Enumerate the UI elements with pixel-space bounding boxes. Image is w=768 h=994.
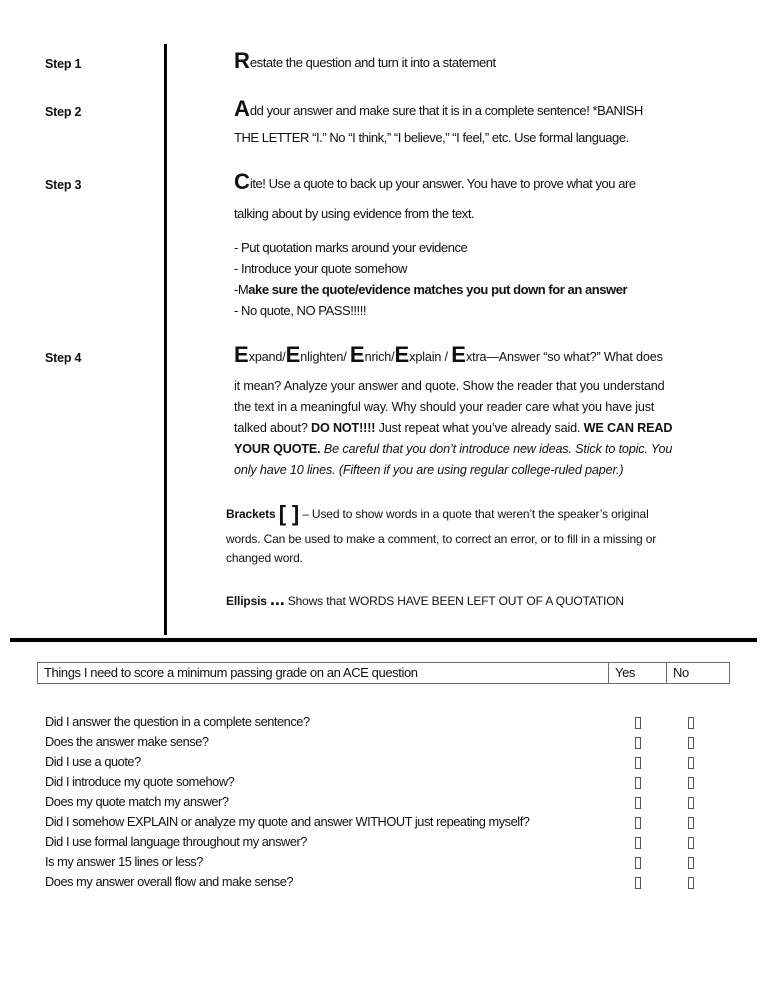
step-4-line: talked about? DO NOT!!!! Just repeat what you’ve already said. WE CAN READ	[234, 421, 673, 435]
step-4-line: it mean? Analyze your answer and quote. Show the reader that you understand	[234, 379, 665, 393]
step-4-label: Step 4	[45, 351, 82, 365]
no-checkbox[interactable]	[688, 717, 694, 729]
step-1-label: Step 1	[45, 57, 82, 71]
step-2-text: Add your answer and make sure that it is in a complete sentence! *BANISH	[234, 96, 643, 121]
step-1-text: Restate the question and turn it into a statement	[234, 48, 496, 73]
ellipsis-definition: Ellipsis ... Shows that WORDS HAVE BEEN LEFT OUT OF A QUOTATION	[226, 589, 624, 609]
step-2-label: Step 2	[45, 105, 82, 119]
step-4-line: the text in a meaningful way. Why should your reader care what you have just	[234, 400, 655, 414]
step-4-text: Expand/Enlighten/ Enrich/Explain / Extra—Answer “so what?” What does	[234, 342, 663, 367]
no-checkbox[interactable]	[688, 877, 694, 889]
brackets-definition-line2: words. Can be used to make a comment, to correct an error, or to fill in a missing or	[226, 532, 657, 546]
checklist-question: Does my quote match my answer?	[45, 794, 229, 809]
checklist-question: Did I use a quote?	[45, 754, 141, 769]
yes-checkbox[interactable]	[635, 837, 641, 849]
no-checkbox[interactable]	[688, 817, 694, 829]
checklist-question: Did I answer the question in a complete sentence?	[45, 714, 310, 729]
step-1-initial: R	[234, 48, 250, 73]
horizontal-divider	[10, 638, 757, 642]
yes-checkbox[interactable]	[635, 817, 641, 829]
no-column-header: No	[673, 665, 689, 680]
step-3-text: Cite! Use a quote to back up your answer. You have to prove what you are	[234, 169, 636, 194]
no-checkbox[interactable]	[688, 777, 694, 789]
step-3-bullet: - Put quotation marks around your evidence	[234, 240, 468, 255]
step-2-text-line2: THE LETTER “I.” No “I think,” “I believe,” “I feel,” etc. Use formal language.	[234, 130, 629, 145]
step-3-bullet: -Make sure the quote/evidence matches you put down for an answer	[234, 282, 628, 297]
brackets-label: Brackets	[226, 507, 276, 521]
yes-checkbox[interactable]	[635, 877, 641, 889]
no-checkbox[interactable]	[688, 737, 694, 749]
step-3-label: Step 3	[45, 178, 82, 192]
no-checkbox[interactable]	[688, 797, 694, 809]
checklist-question: Is my answer 15 lines or less?	[45, 854, 203, 869]
brackets-definition-line3: changed word.	[226, 551, 303, 565]
step-3-text-line2: talking about by using evidence from the text.	[234, 206, 475, 221]
checklist-header	[37, 662, 730, 684]
yes-column-header: Yes	[609, 663, 667, 683]
ellipsis-label: Ellipsis	[226, 594, 267, 608]
checklist-question: Does the answer make sense?	[45, 734, 209, 749]
ellipsis-symbol: ...	[270, 589, 285, 609]
yes-checkbox[interactable]	[635, 717, 641, 729]
step-4-line: only have 10 lines. (Fifteen if you are using regular college-ruled paper.)	[234, 463, 624, 477]
checklist-question: Did I use formal language throughout my answer?	[45, 834, 307, 849]
checklist-title: Things I need to score a minimum passing grade on an ACE question	[38, 663, 609, 683]
yes-checkbox[interactable]	[635, 797, 641, 809]
step-3-bullet: - Introduce your quote somehow	[234, 261, 407, 276]
vertical-divider	[164, 44, 167, 635]
no-checkbox[interactable]	[688, 757, 694, 769]
yes-checkbox[interactable]	[635, 757, 641, 769]
checklist-question: Does my answer overall flow and make sense?	[45, 874, 294, 889]
step-4-line: YOUR QUOTE. Be careful that you don’t introduce new ideas. Stick to topic. You	[234, 442, 673, 456]
step-2-initial: A	[234, 96, 250, 121]
step-3-bullet: - No quote, NO PASS!!!!!	[234, 303, 367, 318]
checklist-question: Did I introduce my quote somehow?	[45, 774, 235, 789]
no-checkbox[interactable]	[688, 837, 694, 849]
brackets-symbol: [ ]	[278, 501, 300, 526]
yes-checkbox[interactable]	[635, 777, 641, 789]
checklist-question: Did I somehow EXPLAIN or analyze my quote and answer WITHOUT just repeating myself?	[45, 814, 530, 829]
brackets-definition: Brackets [ ] – Used to show words in a quote that weren’t the speaker’s original	[226, 501, 649, 526]
yes-checkbox[interactable]	[635, 737, 641, 749]
step-3-initial: C	[234, 169, 250, 194]
yes-checkbox[interactable]	[635, 857, 641, 869]
no-checkbox[interactable]	[688, 857, 694, 869]
